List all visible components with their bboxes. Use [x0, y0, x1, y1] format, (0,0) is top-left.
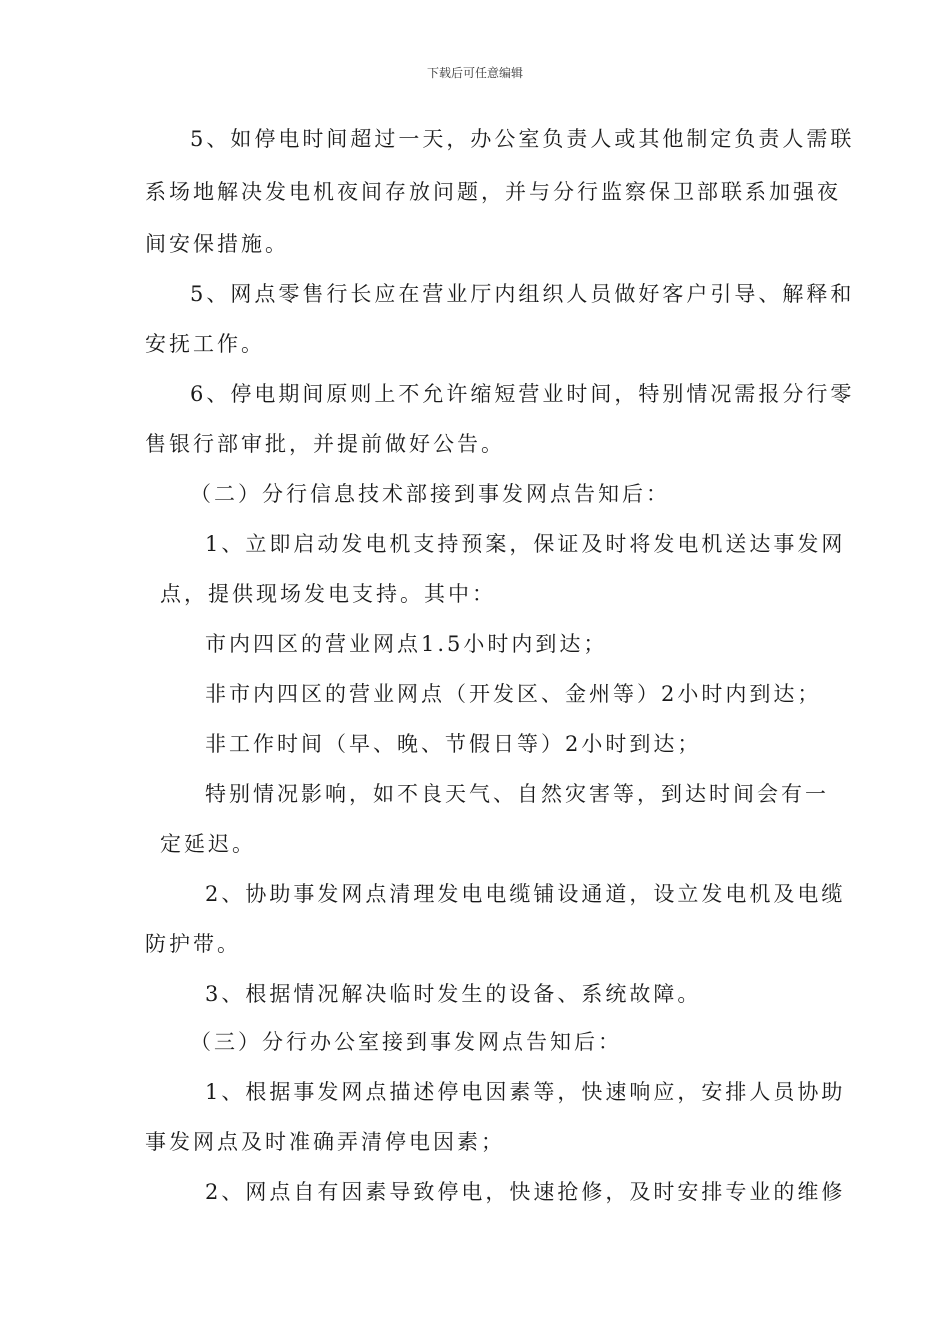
paragraph-line: 防护带。	[145, 932, 241, 956]
paragraph-line: 1、根据事发网点描述停电因素等，快速响应，安排人员协助	[205, 1080, 846, 1104]
paragraph-line: 售银行部审批，并提前做好公告。	[145, 432, 505, 456]
paragraph-line: 安抚工作。	[145, 332, 265, 356]
paragraph-line: 5、网点零售行长应在营业厅内组织人员做好客户引导、解释和	[190, 282, 855, 306]
section-heading: （二）分行信息技术部接到事发网点告知后：	[190, 482, 670, 506]
paragraph-line: 3、根据情况解决临时发生的设备、系统故障。	[205, 982, 702, 1006]
paragraph-line: 6、停电期间原则上不允许缩短营业时间，特别情况需报分行零	[190, 382, 855, 406]
page-header: 下载后可任意编辑	[426, 66, 523, 80]
paragraph-line: 事发网点及时准确弄清停电因素；	[145, 1130, 505, 1154]
paragraph-line: 系场地解决发电机夜间存放问题，并与分行监察保卫部联系加强夜	[145, 180, 841, 204]
paragraph-line: 非市内四区的营业网点（开发区、金州等）2小时内到达；	[205, 682, 822, 706]
paragraph-line: 点，提供现场发电支持。其中：	[160, 582, 496, 606]
paragraph-line: 间安保措施。	[145, 232, 289, 256]
paragraph-line: 1、立即启动发电机支持预案，保证及时将发电机送达事发网	[205, 532, 846, 556]
paragraph-line: 市内四区的营业网点1.5小时内到达；	[205, 632, 608, 656]
section-heading: （三）分行办公室接到事发网点告知后：	[190, 1030, 622, 1054]
paragraph-line: 特别情况影响，如不良天气、自然灾害等，到达时间会有一	[205, 782, 829, 806]
paragraph-line: 非工作时间（早、晚、节假日等）2小时到达；	[205, 732, 702, 756]
paragraph-line: 5、如停电时间超过一天，办公室负责人或其他制定负责人需联	[190, 127, 855, 151]
paragraph-line: 定延迟。	[160, 832, 256, 856]
paragraph-line: 2、协助事发网点清理发电电缆铺设通道，设立发电机及电缆	[205, 882, 846, 906]
paragraph-line: 2、网点自有因素导致停电，快速抢修，及时安排专业的维修	[205, 1180, 846, 1204]
